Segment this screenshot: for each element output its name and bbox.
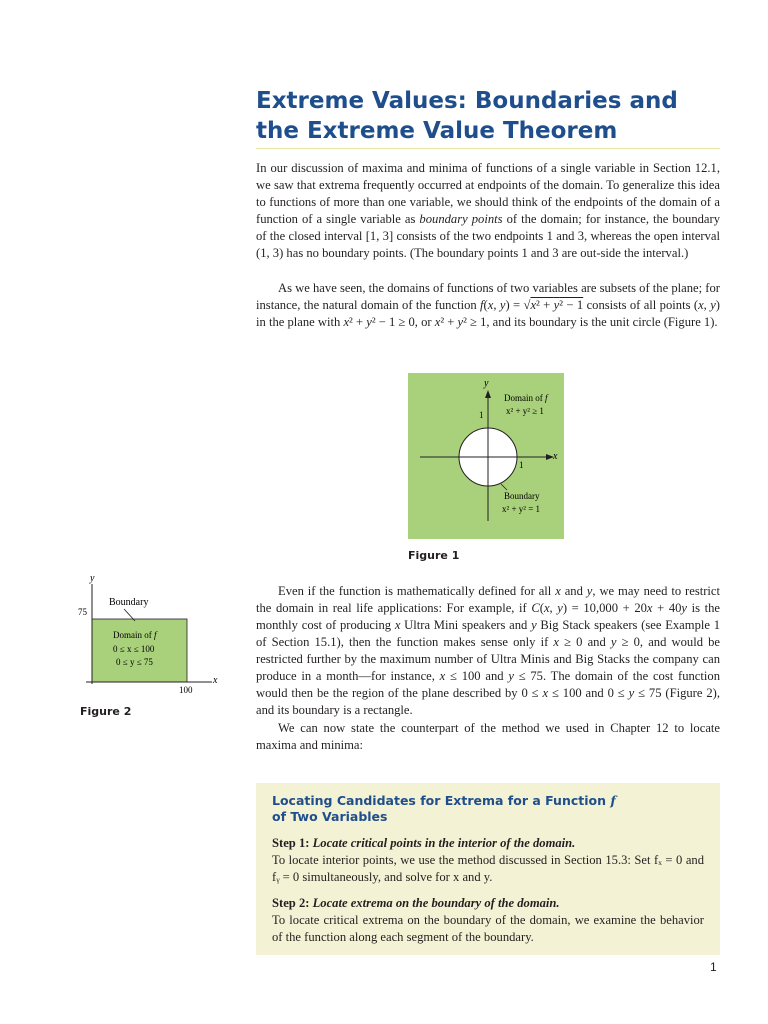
paragraph-1: In our discussion of maxima and minima of functions of a single variable in Section 12.1, we saw that extrema frequently occurred at endpoints of the domain. To generalize this idea to functions of more than one variable, we should think of the endpoints of the domain of a function of a single variable as boundary points of the domain; for instance, the boundary of the closed interval [1, 3] consists of the two endpoints 1 and 3, whereas the open interval (1, 3) has no boundary points. (The boundary points 1 and 3 are out-side the interval.) — [256, 161, 720, 260]
title-rule — [256, 148, 720, 149]
y-inequality: 0 ≤ y ≤ 75 — [116, 657, 153, 667]
figure-2-graph — [76, 572, 226, 700]
method-box — [256, 783, 720, 955]
paragraph-2: As we have seen, the domains of functions of two variables are subsets of the plane; for instance, the natural domain of the function f(x, y) = √x² + y² − 1 consists of all points (x, y) in the plane with x² + y² − 1 ≥ 0, or x² + y² ≥ 1, and its boundary is the unit circle (Figure 1). — [256, 281, 720, 329]
y-tick-label: 75 — [78, 607, 87, 617]
section-title: Extreme Values: Boundaries and the Extreme Value Theorem — [256, 88, 678, 144]
figure-1-caption: Figure 1 — [408, 549, 460, 562]
figure-1-graph — [408, 373, 564, 539]
x-tick-label: 100 — [179, 685, 193, 695]
boundary-label: Boundary — [504, 491, 540, 501]
x-axis-label: x — [213, 675, 218, 686]
step-1: Step 1: Locate critical points in the interior of the domain. To locate interior points, we use the method discussed in Section 15.3: Set fₓ = 0 and fᵧ = 0 simultaneously, and solve for x and y. — [272, 836, 704, 884]
box-title: Locating Candidates for Extrema for a Function f of Two Variables — [272, 793, 616, 824]
domain-label: Domain of f — [504, 393, 548, 403]
boundary-equation: x² + y² = 1 — [502, 504, 541, 514]
paragraph-4: We can now state the counterpart of the method we used in Chapter 12 to locate maxima and minima: — [256, 721, 720, 752]
page-number: 1 — [710, 960, 717, 974]
figure-2-caption: Figure 2 — [80, 705, 132, 718]
x-inequality: 0 ≤ x ≤ 100 — [113, 644, 155, 654]
paragraph-3: Even if the function is mathematically defined for all x and y, we may need to restrict the domain in real life applications: For example, if C(x, y) = 10,000 + 20x + 40y is the monthly cost of producing x Ultra Mini speakers and y Big Stack speakers (see Example 1 of Section 15.1), then the function makes sense only if x ≥ 0 and y ≥ 0, and would be restricted further by the maximum number of Ultra Minis and Big Stacks the company can produce in a month—for instance, x ≤ 100 and y ≤ 75. The domain of the cost function would then be the region of the plane described by 0 ≤ x ≤ 100 and 0 ≤ y ≤ 75 (Figure 2), and its boundary is a rectangle. — [256, 584, 720, 717]
domain-inequality: x² + y² ≥ 1 — [506, 406, 544, 416]
x-axis-label: x — [553, 451, 558, 462]
boundary-label: Boundary — [109, 597, 149, 608]
y-tick-label: 1 — [479, 410, 484, 420]
step-2: Step 2: Locate extrema on the boundary of the domain. To locate critical extrema on the boundary of the domain, we examine the behavior of the function along each segment of the boundary. — [272, 896, 704, 944]
y-axis-label: y — [484, 378, 489, 389]
x-tick-label: 1 — [519, 460, 524, 470]
domain-label: Domain of f — [113, 630, 157, 640]
y-axis-label: y — [90, 573, 95, 584]
